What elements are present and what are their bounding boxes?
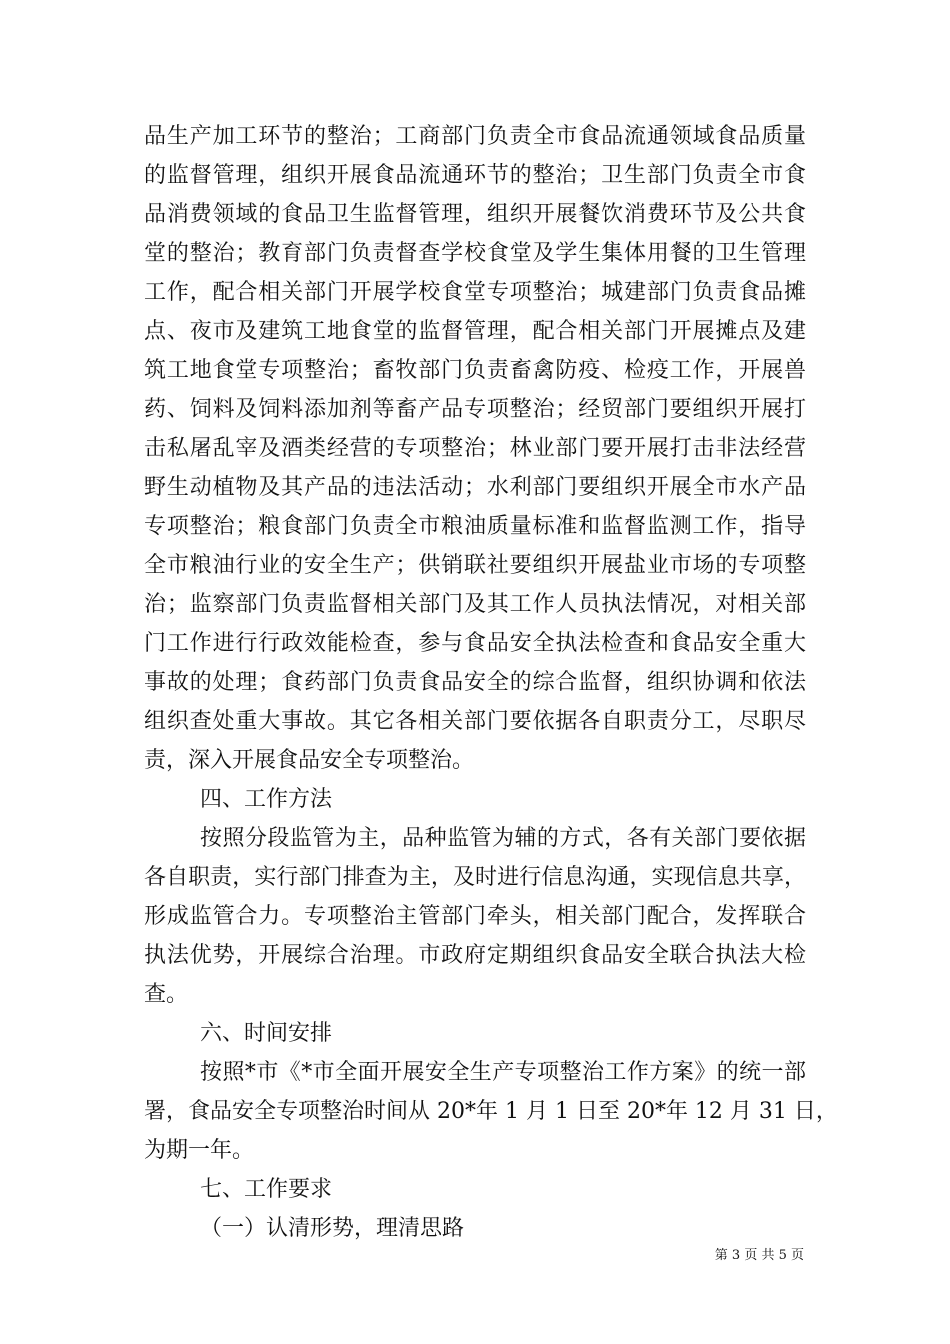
- body-line: 各自职责，实行部门排查为主，及时进行信息沟通，实现信息共享，: [144, 865, 806, 890]
- body-line: 堂的整治；教育部门负责督查学校食堂及学生集体用餐的卫生管理: [144, 241, 806, 266]
- body-line: 按照分段监管为主，品种监管为辅的方式，各有关部门要依据: [200, 826, 806, 851]
- body-line: 品消费领域的食品卫生监督管理，组织开展餐饮消费环节及公共食: [144, 202, 806, 227]
- body-line: 执法优势，开展综合治理。市政府定期组织食品安全联合执法大检: [144, 943, 806, 968]
- body-line: 形成监管合力。专项整治主管部门牵头，相关部门配合，发挥联合: [144, 904, 806, 929]
- subsection-heading: （一）认清形势，理清思路: [200, 1216, 465, 1241]
- body-line: 事故的处理；食药部门负责食品安全的综合监督，组织协调和依法: [144, 670, 806, 695]
- body-line: 药、饲料及饲料添加剂等畜产品专项整治；经贸部门要组织开展打: [144, 397, 806, 422]
- section-heading: 四、工作方法: [200, 787, 333, 812]
- body-line: 按照*市《*市全面开展安全生产专项整治工作方案》的统一部: [200, 1060, 806, 1085]
- body-line: 查。: [144, 982, 189, 1007]
- body-line: 工作，配合相关部门开展学校食堂专项整治；城建部门负责食品摊: [144, 280, 806, 305]
- page-number: 第 3 页 共 5 页: [714, 1248, 804, 1263]
- body-line: 野生动植物及其产品的违法活动；水利部门要组织开展全市水产品: [144, 475, 806, 500]
- body-line: 署，食品安全专项整治时间从 20*年 1 月 1 日至 20*年 12 月 31 日，: [144, 1099, 838, 1124]
- body-line: 为期一年。: [144, 1138, 255, 1163]
- body-line: 专项整治；粮食部门负责全市粮油质量标准和监督监测工作，指导: [144, 514, 806, 539]
- body-line: 组织查处重大事故。其它各相关部门要依据各自职责分工，尽职尽: [144, 709, 806, 734]
- body-line: 筑工地食堂专项整治；畜牧部门负责畜禽防疫、检疫工作，开展兽: [144, 358, 806, 383]
- body-line: 全市粮油行业的安全生产；供销联社要组织开展盐业市场的专项整: [144, 553, 806, 578]
- body-line: 击私屠乱宰及酒类经营的专项整治；林业部门要开展打击非法经营: [144, 436, 806, 461]
- body-line: 责，深入开展食品安全专项整治。: [144, 748, 475, 773]
- body-line: 门工作进行行政效能检查，参与食品安全执法检查和食品安全重大: [144, 631, 806, 656]
- body-line: 治；监察部门负责监督相关部门及其工作人员执法情况，对相关部: [144, 592, 806, 617]
- section-heading: 六、时间安排: [200, 1021, 333, 1046]
- body-line: 点、夜市及建筑工地食堂的监督管理，配合相关部门开展摊点及建: [144, 319, 806, 344]
- section-heading: 七、工作要求: [200, 1177, 333, 1202]
- body-line: 品生产加工环节的整治；工商部门负责全市食品流通领域食品质量: [144, 124, 806, 149]
- body-line: 的监督管理，组织开展食品流通环节的整治；卫生部门负责全市食: [144, 163, 806, 188]
